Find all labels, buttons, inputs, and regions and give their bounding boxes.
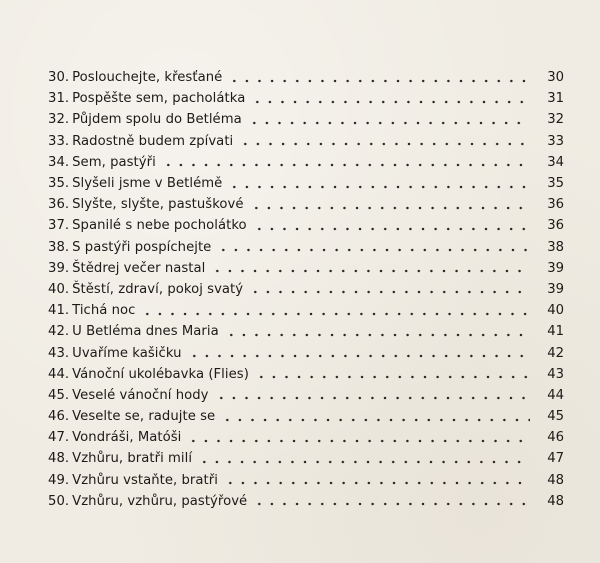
entry-title: Veselte se, radujte se <box>72 409 216 425</box>
entry-page-number: 36 <box>547 218 564 234</box>
entry-number: 32. <box>48 112 70 128</box>
entry-number: 30. <box>48 70 70 86</box>
entry-title: Půjdem spolu do Betléma <box>72 112 242 128</box>
entry-page-number: 30 <box>547 70 564 86</box>
toc-entry <box>48 152 564 173</box>
toc-entry <box>48 173 564 194</box>
dot-leader <box>225 330 530 340</box>
entry-title: Spanilé s nebe pocholátko <box>72 218 247 234</box>
entry-page-number: 35 <box>547 176 564 192</box>
toc-entry <box>48 258 564 279</box>
entry-page-number: 39 <box>547 260 564 276</box>
entry-page-number: 43 <box>547 366 564 382</box>
entry-title: U Betléma dnes Maria <box>72 324 219 340</box>
entry-number: 41. <box>48 303 70 319</box>
dot-leader <box>253 499 530 509</box>
dot-leader <box>198 457 530 467</box>
entry-number: 31. <box>48 91 70 107</box>
dot-leader <box>215 393 530 403</box>
dot-leader <box>228 182 530 192</box>
toc-entry <box>48 448 564 469</box>
entry-page-number: 31 <box>547 91 564 107</box>
entry-title: Tichá noc <box>72 303 136 319</box>
toc-entry <box>48 67 564 88</box>
entry-title: Slyšte, slyšte, pastuškové <box>72 197 244 213</box>
toc-entry <box>48 131 564 152</box>
entry-title: Vzhůru, vzhůru, pastýřové <box>72 493 248 509</box>
entry-page-number: 48 <box>547 493 564 509</box>
entry-page-number: 34 <box>547 154 564 170</box>
entry-page-number: 46 <box>547 430 564 446</box>
toc-entry <box>48 300 564 321</box>
entry-page-number: 33 <box>547 133 564 149</box>
toc-entry <box>48 364 564 385</box>
toc-entry <box>48 470 564 491</box>
toc-entry <box>48 321 564 342</box>
entry-number: 45. <box>48 387 70 403</box>
toc-entry <box>48 279 564 300</box>
entry-title: Uvaříme kašičku <box>72 345 182 361</box>
toc-entry <box>48 385 564 406</box>
entry-number: 35. <box>48 176 70 192</box>
entry-title: Veselé vánoční hody <box>72 387 209 403</box>
toc-entry <box>48 194 564 215</box>
entry-number: 43. <box>48 345 70 361</box>
entry-number: 36. <box>48 197 70 213</box>
dot-leader <box>188 351 530 361</box>
entry-number: 48. <box>48 451 70 467</box>
entry-number: 40. <box>48 281 70 297</box>
entry-number: 42. <box>48 324 70 340</box>
toc-entry <box>48 215 564 236</box>
entry-number: 34. <box>48 154 70 170</box>
dot-leader <box>249 287 530 297</box>
entry-number: 47. <box>48 430 70 446</box>
dot-leader <box>250 203 530 213</box>
toc-entry <box>48 109 564 130</box>
toc-entry <box>48 427 564 448</box>
toc-entry <box>48 88 564 109</box>
entry-page-number: 40 <box>547 303 564 319</box>
entry-page-number: 42 <box>547 345 564 361</box>
entry-number: 46. <box>48 409 70 425</box>
entry-number: 37. <box>48 218 70 234</box>
entry-page-number: 44 <box>547 387 564 403</box>
entry-page-number: 45 <box>547 409 564 425</box>
entry-number: 44. <box>48 366 70 382</box>
entry-title: Vondráši, Matóši <box>72 430 182 446</box>
dot-leader <box>255 372 530 382</box>
dot-leader <box>224 478 530 488</box>
toc-entry <box>48 406 564 427</box>
entry-number: 50. <box>48 493 70 509</box>
entry-title: Vzhůru, bratři milí <box>72 451 193 467</box>
dot-leader <box>217 245 530 255</box>
entry-page-number: 38 <box>547 239 564 255</box>
dot-leader <box>221 415 530 425</box>
entry-page-number: 36 <box>547 197 564 213</box>
dot-leader <box>141 309 530 319</box>
toc-entry <box>48 491 564 512</box>
entry-title: Pospěšte sem, pacholátka <box>72 91 246 107</box>
dot-leader <box>251 97 530 107</box>
dot-leader <box>162 160 530 170</box>
entry-page-number: 39 <box>547 281 564 297</box>
entry-number: 33. <box>48 133 70 149</box>
entry-page-number: 41 <box>547 324 564 340</box>
entry-number: 38. <box>48 239 70 255</box>
entry-title: Štěstí, zdraví, pokoj svatý <box>72 281 244 297</box>
dot-leader <box>248 118 530 128</box>
table-of-contents <box>48 67 564 512</box>
entry-page-number: 47 <box>547 451 564 467</box>
entry-number: 39. <box>48 260 70 276</box>
entry-title: Slyšeli jsme v Betlémě <box>72 176 223 192</box>
entry-page-number: 32 <box>547 112 564 128</box>
dot-leader <box>187 436 530 446</box>
dot-leader <box>253 224 530 234</box>
entry-title: Sem, pastýři <box>72 154 156 170</box>
dot-leader <box>228 76 530 86</box>
dot-leader <box>239 139 530 149</box>
entry-title: Poslouchejte, křesťané <box>72 70 223 86</box>
dot-leader <box>211 266 530 276</box>
entry-title: S pastýři pospíchejte <box>72 239 212 255</box>
entry-page-number: 48 <box>547 472 564 488</box>
entry-title: Vzhůru vstaňte, bratři <box>72 472 218 488</box>
entry-title: Vánoční ukolébavka (Flies) <box>72 366 249 382</box>
entry-title: Štědrej večer nastal <box>72 260 206 276</box>
toc-entry <box>48 237 564 258</box>
entry-number: 49. <box>48 472 70 488</box>
toc-entry <box>48 342 564 363</box>
entry-title: Radostně budem zpívati <box>72 133 234 149</box>
